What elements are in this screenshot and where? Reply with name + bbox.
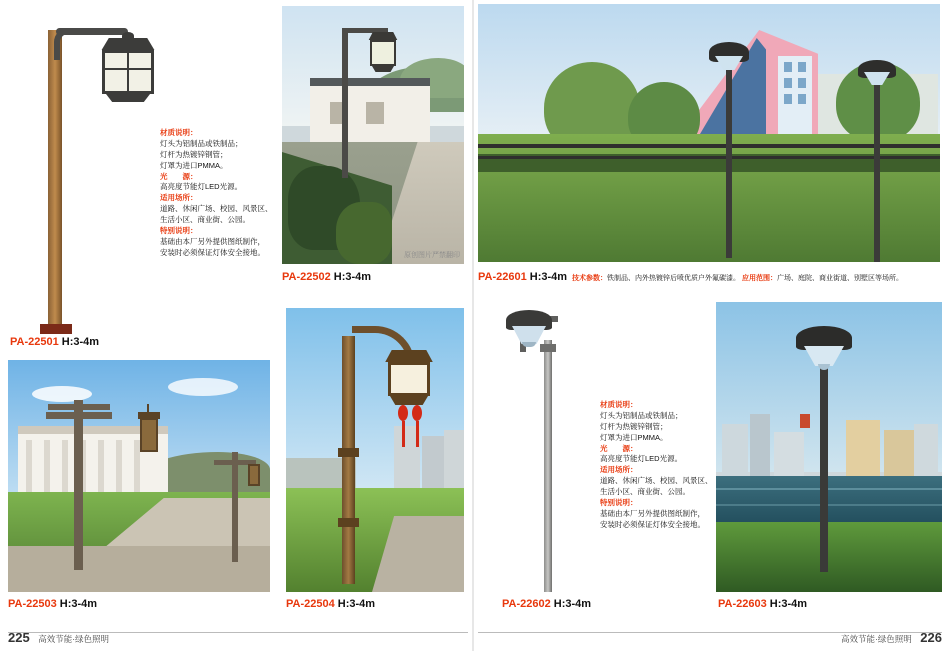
footer-note-right: 高效节能·绿色照明 <box>840 634 912 644</box>
spec-source-line-1: 高亮度节能灯LED光源。 <box>160 182 243 192</box>
caption-code-pa-22503: PA-22503 <box>8 598 57 610</box>
spec-right-note-line-1: 基础由本厂另外提供图纸制作， <box>600 508 705 518</box>
spec-right-material-line-3: 灯罩为进口PMMA。 <box>600 432 668 442</box>
spec-application-line-2: 生活小区、商业街、公园。 <box>160 215 250 224</box>
product-image-pa-22601 <box>478 4 940 262</box>
watermark-pa-22502: 原创图片严禁翻印 <box>404 252 460 259</box>
caption-height-pa-22603: H:3-4m <box>766 598 808 610</box>
folio-left: 225 <box>8 630 30 645</box>
spec-block-left <box>160 128 280 259</box>
spec-application-line-1: 道路、休闲广场、校园、风景区、 <box>160 204 273 214</box>
inline-spec-app-value: 广场、庭院、商业街道、别墅区等场所。 <box>776 275 903 282</box>
product-image-pa-22503 <box>8 360 270 592</box>
product-image-pa-22602 <box>500 300 596 592</box>
spec-note-line-1: 基础由本厂另外提供图纸制作， <box>160 236 265 246</box>
spec-title-application: 适用场所： <box>160 193 198 203</box>
caption-pa-22601 <box>478 271 567 283</box>
product-image-pa-22501 <box>10 6 160 336</box>
spec-title-material: 材质说明： <box>160 128 198 137</box>
footer-note-left: 高效节能·绿色照明 <box>38 634 110 644</box>
spec-right-application-line-2: 生活小区、商业街、公园。 <box>600 487 690 496</box>
folio-right: 226 <box>920 630 942 645</box>
product-image-pa-22504 <box>286 308 464 592</box>
caption-pa-22603 <box>718 598 807 610</box>
spec-material-line-1: 灯头为铝制品或铁制品； <box>160 138 243 148</box>
spec-right-application-line-1: 道路、休闲广场、校园、风景区、 <box>600 476 713 486</box>
spec-material-line-3: 灯罩为进口PMMA。 <box>160 160 228 170</box>
spec-note-line-2: 安装时必须保证灯体安全接地。 <box>160 247 265 257</box>
inline-spec-app-label: 应用范围： <box>741 275 777 282</box>
spec-title-note: 特别说明： <box>160 225 198 235</box>
caption-code-pa-22601: PA-22601 <box>478 271 527 283</box>
spec-right-title-source: 光 源： <box>600 443 638 453</box>
caption-height-pa-22502: H:3-4m <box>330 271 372 283</box>
caption-pa-22602 <box>502 598 591 610</box>
spec-title-source: 光 源： <box>160 171 198 181</box>
spec-right-material-line-2: 灯杆为热镀锌钢管； <box>600 421 668 431</box>
spec-right-title-application: 适用场所： <box>600 465 638 475</box>
spec-right-note-line-2: 安装时必须保证灯体安全接地。 <box>600 519 705 529</box>
product-image-pa-22502 <box>282 6 464 264</box>
spec-right-title-material: 材质说明： <box>600 400 638 409</box>
spec-material-line-2: 灯杆为热镀锌钢管； <box>160 149 228 159</box>
inline-spec-pa-22601 <box>572 273 903 283</box>
caption-code-pa-22603: PA-22603 <box>718 598 767 610</box>
caption-code-pa-22502: PA-22502 <box>282 271 331 283</box>
page-gutter <box>472 0 474 651</box>
footer-right <box>841 630 942 645</box>
caption-height-pa-22601: H:3-4m <box>526 271 568 283</box>
spec-right-material-line-1: 灯头为铝制品或铁制品； <box>600 410 683 420</box>
caption-pa-22502 <box>282 271 371 283</box>
caption-pa-22503 <box>8 598 97 610</box>
caption-height-pa-22504: H:3-4m <box>334 598 376 610</box>
caption-code-pa-22602: PA-22602 <box>502 598 551 610</box>
spec-block-right <box>600 400 720 531</box>
caption-pa-22501 <box>10 336 99 348</box>
caption-height-pa-22602: H:3-4m <box>550 598 592 610</box>
caption-pa-22504 <box>286 598 375 610</box>
spec-right-title-note: 特别说明： <box>600 497 638 507</box>
caption-height-pa-22501: H:3-4m <box>58 336 100 348</box>
footer-left <box>8 630 109 645</box>
spec-right-source-line-1: 高亮度节能灯LED光源。 <box>600 454 683 464</box>
inline-spec-tech-value: 铁制品、内外热镀锌后喷优质户外氟碳漆。 <box>607 275 740 282</box>
caption-height-pa-22503: H:3-4m <box>56 598 98 610</box>
product-image-pa-22603 <box>716 302 942 592</box>
caption-code-pa-22504: PA-22504 <box>286 598 335 610</box>
caption-code-pa-22501: PA-22501 <box>10 336 59 348</box>
inline-spec-tech-label: 技术参数： <box>572 275 607 282</box>
